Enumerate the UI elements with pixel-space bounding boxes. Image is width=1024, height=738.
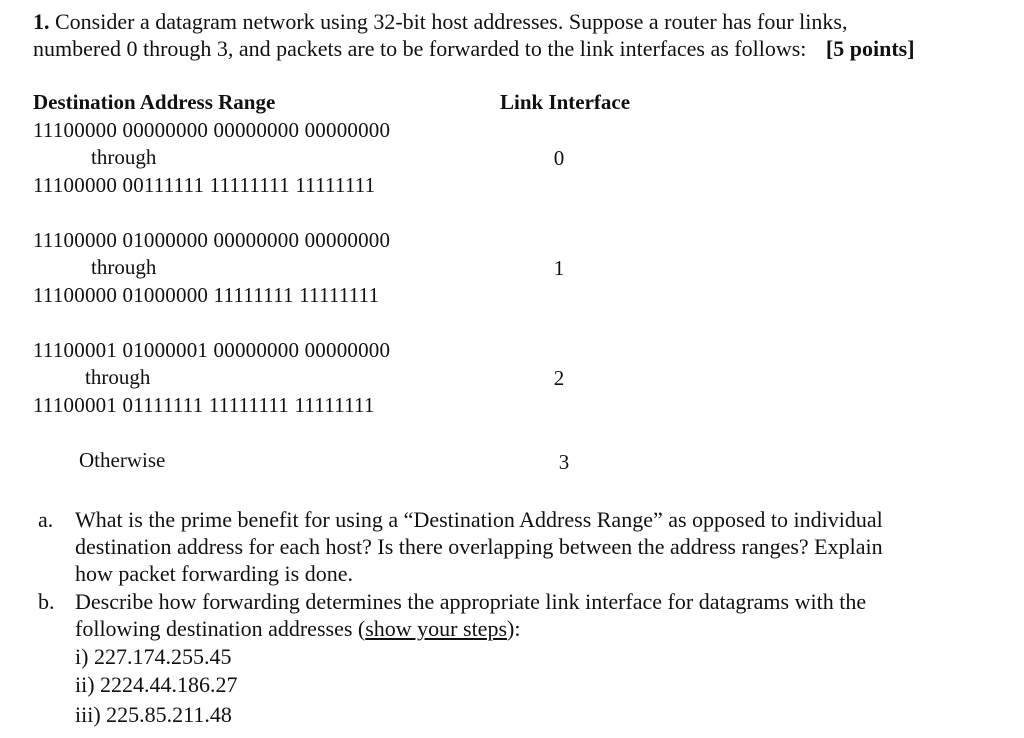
row-0-link: 0	[553, 146, 565, 170]
subquestion-a-marker: a.	[38, 507, 54, 532]
subquestion-b-line-2	[75, 615, 520, 642]
points-label: [5 points]	[825, 36, 915, 61]
row-1-link: 1	[553, 256, 565, 280]
row-2-end-address: 11100001 01111111 11111111 11111111	[33, 393, 375, 417]
question-line-2	[33, 36, 915, 62]
otherwise-link: 3	[558, 450, 570, 474]
subquestion-a-line-1: What is the prime benefit for using a “Destination Address Range” as opposed to individual	[75, 507, 883, 532]
subquestion-a-line-2: destination address for each host? Is there overlapping between the address ranges? Explain	[75, 534, 883, 559]
question-number: 1.	[33, 9, 50, 34]
header-destination-range: Destination Address Range	[33, 90, 276, 114]
address-item-ii: ii) 2224.44.186.27	[75, 672, 238, 697]
header-link-interface: Link Interface	[500, 90, 631, 114]
address-item-iii: iii) 225.85.211.48	[75, 702, 232, 727]
subquestion-b-line-1: Describe how forwarding determines the appropriate link interface for datagrams with the	[75, 589, 867, 614]
row-2-through: through	[85, 365, 151, 389]
row-1-start-address: 11100000 01000000 00000000 00000000	[33, 228, 391, 252]
subquestion-b-marker: b.	[38, 589, 55, 614]
row-2-start-address: 11100001 01000001 00000000 00000000	[33, 338, 391, 362]
row-0-end-address: 11100000 00111111 11111111 11111111	[33, 173, 376, 197]
row-1-through: through	[91, 255, 157, 279]
row-1-end-address: 11100000 01000000 11111111 11111111	[33, 283, 380, 307]
row-0-start-address: 11100000 00000000 00000000 00000000	[33, 118, 391, 142]
show-your-steps-emphasis: show your steps	[365, 616, 508, 641]
address-item-i: i) 227.174.255.45	[75, 644, 232, 669]
otherwise-label: Otherwise	[79, 448, 166, 472]
row-0-through: through	[91, 145, 157, 169]
question-text-line-1: Consider a datagram network using 32-bit host addresses. Suppose a router has four links,	[55, 9, 848, 34]
row-2-link: 2	[553, 366, 565, 390]
question-line-1	[33, 9, 847, 35]
subquestion-b-line-2-post: ):	[507, 616, 521, 641]
question-text-line-2: numbered 0 through 3, and packets are to be forwarded to the link interfaces as follows:	[33, 36, 807, 61]
subquestion-a-line-3: how packet forwarding is done.	[75, 561, 353, 586]
subquestion-b-line-2-pre: following destination addresses (	[75, 616, 366, 641]
